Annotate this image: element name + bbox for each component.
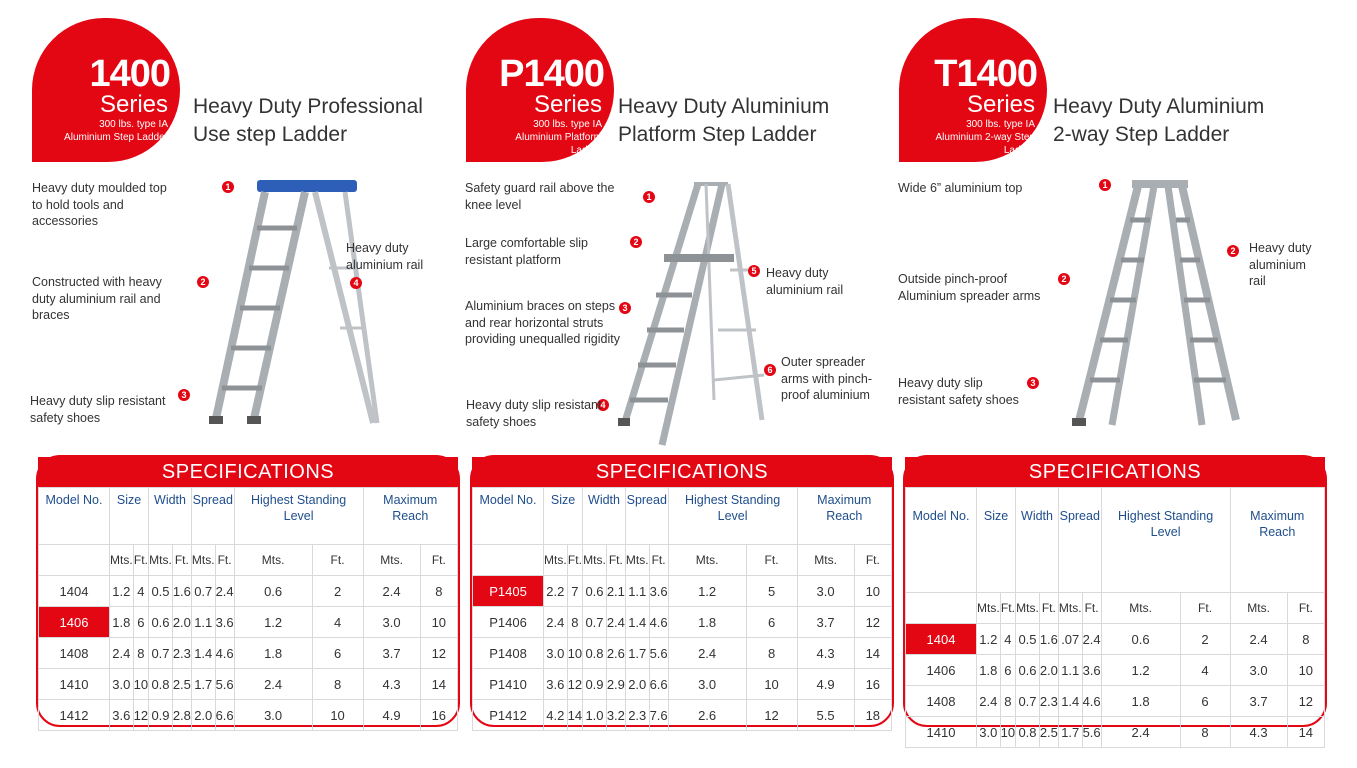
table-row bbox=[39, 607, 458, 638]
unit: Mts. bbox=[668, 545, 746, 576]
value-cell: 2.4 bbox=[215, 576, 234, 607]
value-cell: 1.8 bbox=[110, 607, 134, 638]
unit: Ft. bbox=[1000, 593, 1015, 624]
header-width: Width bbox=[1016, 488, 1059, 593]
spec-grid bbox=[472, 487, 892, 731]
value-cell: .07 bbox=[1058, 624, 1082, 655]
value-cell: 0.6 bbox=[583, 576, 607, 607]
model-cell: P1410 bbox=[473, 669, 544, 700]
value-cell: 0.8 bbox=[583, 638, 607, 669]
value-cell: 1.6 bbox=[172, 576, 191, 607]
value-cell: 8 bbox=[1287, 624, 1324, 655]
value-cell: 1.1 bbox=[625, 576, 649, 607]
value-cell: 6.6 bbox=[215, 700, 234, 731]
value-cell: 8 bbox=[1180, 717, 1230, 748]
spec-title: SPECIFICATIONS bbox=[905, 457, 1325, 487]
panel-t1400 bbox=[867, 0, 1314, 768]
table-row bbox=[39, 638, 458, 669]
value-cell: 14 bbox=[420, 669, 457, 700]
value-cell: 4.3 bbox=[363, 669, 420, 700]
title-line1: Heavy Duty Aluminium bbox=[618, 95, 830, 118]
value-cell: 1.1 bbox=[191, 607, 215, 638]
model-cell: 1404 bbox=[39, 576, 110, 607]
value-cell: 10 bbox=[854, 576, 891, 607]
value-cell: 0.7 bbox=[583, 607, 607, 638]
value-cell: 1.7 bbox=[191, 669, 215, 700]
spec-title: SPECIFICATIONS bbox=[38, 457, 458, 487]
value-cell: 2.4 bbox=[1101, 717, 1180, 748]
unit: Ft. bbox=[649, 545, 668, 576]
callout-marker: 4 bbox=[350, 277, 362, 289]
value-cell: 3.0 bbox=[544, 638, 568, 669]
unit: Ft. bbox=[172, 545, 191, 576]
callout-marker: 1 bbox=[222, 181, 234, 193]
value-cell: 8 bbox=[133, 638, 148, 669]
value-cell: 1.8 bbox=[977, 655, 1001, 686]
table-row bbox=[39, 700, 458, 731]
value-cell: 0.7 bbox=[149, 638, 173, 669]
callout-marker: 1 bbox=[1099, 179, 1111, 191]
value-cell: 0.9 bbox=[149, 700, 173, 731]
header-spread: Spread bbox=[191, 488, 234, 545]
value-cell: 1.4 bbox=[625, 607, 649, 638]
value-cell: 14 bbox=[854, 638, 891, 669]
value-cell: 5 bbox=[746, 576, 797, 607]
header-highest-level: Highest Standing Level bbox=[668, 488, 797, 545]
value-cell: 0.7 bbox=[1016, 686, 1040, 717]
ladder-image bbox=[1072, 180, 1242, 430]
header-spread: Spread bbox=[1058, 488, 1101, 593]
value-cell: 0.6 bbox=[1016, 655, 1040, 686]
header-highest-level: Highest Standing Level bbox=[234, 488, 363, 545]
unit: Ft. bbox=[854, 545, 891, 576]
value-cell: 6 bbox=[746, 607, 797, 638]
value-cell: 0.7 bbox=[191, 576, 215, 607]
unit: Ft. bbox=[746, 545, 797, 576]
series-label: Series bbox=[966, 91, 1035, 118]
header-max-reach: Maximum Reach bbox=[363, 488, 457, 545]
unit: Mts. bbox=[149, 545, 173, 576]
unit: Mts. bbox=[625, 545, 649, 576]
value-cell: 2.1 bbox=[606, 576, 625, 607]
value-cell: 0.6 bbox=[234, 576, 312, 607]
unit: Mts. bbox=[544, 545, 568, 576]
value-cell: 2.4 bbox=[668, 638, 746, 669]
unit: Mts. bbox=[110, 545, 134, 576]
model-cell: P1406 bbox=[473, 607, 544, 638]
spec-grid bbox=[905, 487, 1325, 748]
value-cell: 0.8 bbox=[1016, 717, 1040, 748]
value-cell: 3.6 bbox=[544, 669, 568, 700]
value-cell: 1.2 bbox=[234, 607, 312, 638]
callout-marker: 5 bbox=[748, 265, 760, 277]
callout-text: Outside pinch-proof Aluminium spreader arms bbox=[898, 272, 1041, 303]
value-cell: 16 bbox=[420, 700, 457, 731]
unit: Ft. bbox=[133, 545, 148, 576]
value-cell: 2.0 bbox=[1039, 655, 1058, 686]
value-cell: 10 bbox=[312, 700, 363, 731]
model-cell: 1408 bbox=[39, 638, 110, 669]
value-cell: 4.6 bbox=[1082, 686, 1101, 717]
value-cell: 2.4 bbox=[1082, 624, 1101, 655]
callout-marker: 1 bbox=[643, 191, 655, 203]
callout-text: Heavy duty aluminium rail bbox=[766, 266, 844, 297]
value-cell: 10 bbox=[133, 669, 148, 700]
callout-marker: 2 bbox=[1058, 273, 1070, 285]
callout-text: Constructed with heavy duty aluminium rail and braces bbox=[32, 275, 162, 322]
value-cell: 8 bbox=[420, 576, 457, 607]
product-title bbox=[193, 93, 423, 149]
value-cell: 3.0 bbox=[797, 576, 854, 607]
value-cell: 2.4 bbox=[1230, 624, 1287, 655]
spec-table bbox=[903, 455, 1327, 740]
spec-rows bbox=[473, 576, 892, 731]
callout-marker: 2 bbox=[1227, 245, 1239, 257]
table-row bbox=[473, 576, 892, 607]
value-cell: 2.3 bbox=[172, 638, 191, 669]
value-cell: 3.6 bbox=[1082, 655, 1101, 686]
value-cell: 1.4 bbox=[1058, 686, 1082, 717]
value-cell: 7.6 bbox=[649, 700, 668, 731]
value-cell: 3.0 bbox=[234, 700, 312, 731]
callout-marker: 3 bbox=[619, 302, 631, 314]
value-cell: 2.3 bbox=[625, 700, 649, 731]
header-size: Size bbox=[977, 488, 1016, 593]
value-cell: 0.8 bbox=[149, 669, 173, 700]
unit: Mts. bbox=[1058, 593, 1082, 624]
value-cell: 2.6 bbox=[606, 638, 625, 669]
table-row bbox=[39, 669, 458, 700]
value-cell: 4.2 bbox=[544, 700, 568, 731]
value-cell: 0.5 bbox=[1016, 624, 1040, 655]
series-label: Series bbox=[533, 91, 602, 118]
callout-marker: 4 bbox=[597, 399, 609, 411]
value-cell: 5.6 bbox=[215, 669, 234, 700]
ladder-image bbox=[205, 178, 385, 428]
spec-rows bbox=[906, 624, 1325, 748]
model-cell: 1406 bbox=[39, 607, 110, 638]
value-cell: 3.7 bbox=[1230, 686, 1287, 717]
spec-table bbox=[470, 455, 894, 727]
value-cell: 4.3 bbox=[797, 638, 854, 669]
callout-text: Heavy duty aluminium rail bbox=[346, 241, 424, 272]
value-cell: 1.2 bbox=[110, 576, 134, 607]
spec-title: SPECIFICATIONS bbox=[472, 457, 892, 487]
series-number: P1400 bbox=[499, 53, 604, 95]
value-cell: 10 bbox=[746, 669, 797, 700]
value-cell: 2.0 bbox=[191, 700, 215, 731]
unit: Mts. bbox=[234, 545, 312, 576]
table-row bbox=[473, 607, 892, 638]
unit: Ft. bbox=[606, 545, 625, 576]
value-cell: 1.8 bbox=[234, 638, 312, 669]
series-number: T1400 bbox=[934, 53, 1037, 95]
value-cell: 6 bbox=[133, 607, 148, 638]
callout-text: Safety guard rail above the knee level bbox=[465, 181, 615, 212]
value-cell: 1.1 bbox=[1058, 655, 1082, 686]
series-badge bbox=[899, 18, 1047, 162]
model-cell: 1412 bbox=[39, 700, 110, 731]
value-cell: 5.5 bbox=[797, 700, 854, 731]
callout-text: Wide 6” aluminium top bbox=[898, 181, 1023, 195]
value-cell: 5.6 bbox=[1082, 717, 1101, 748]
unit: Ft. bbox=[420, 545, 457, 576]
value-cell: 1.6 bbox=[1039, 624, 1058, 655]
value-cell: 6 bbox=[1000, 655, 1015, 686]
value-cell: 3.7 bbox=[363, 638, 420, 669]
value-cell: 2.4 bbox=[606, 607, 625, 638]
header-max-reach: Maximum Reach bbox=[797, 488, 891, 545]
header-highest-level: Highest Standing Level bbox=[1101, 488, 1230, 593]
callout-text: Large comfortable slip resistant platform bbox=[465, 236, 588, 267]
value-cell: 0.9 bbox=[583, 669, 607, 700]
value-cell: 12 bbox=[746, 700, 797, 731]
value-cell: 1.0 bbox=[583, 700, 607, 731]
value-cell: 12 bbox=[567, 669, 582, 700]
value-cell: 1.4 bbox=[191, 638, 215, 669]
value-cell: 4 bbox=[312, 607, 363, 638]
value-cell: 10 bbox=[1287, 655, 1324, 686]
series-sub: 300 lbs. type IA Aluminium 2-way Step Ladder bbox=[935, 119, 1035, 156]
unit-blank bbox=[906, 593, 977, 624]
unit: Ft. bbox=[215, 545, 234, 576]
value-cell: 12 bbox=[854, 607, 891, 638]
value-cell: 4.3 bbox=[1230, 717, 1287, 748]
header-model: Model No. bbox=[906, 488, 977, 593]
header-spread: Spread bbox=[625, 488, 668, 545]
callout-text: Outer spreader arms with pinch-proof aluminium bbox=[781, 355, 872, 402]
series-sub: 300 lbs. type IA Aluminium Platform Ladder bbox=[515, 119, 602, 156]
value-cell: 4 bbox=[133, 576, 148, 607]
callout-marker: 6 bbox=[764, 364, 776, 376]
unit-blank bbox=[39, 545, 110, 576]
value-cell: 3.0 bbox=[668, 669, 746, 700]
value-cell: 3.6 bbox=[649, 576, 668, 607]
table-row bbox=[906, 717, 1325, 748]
unit: Mts. bbox=[363, 545, 420, 576]
title-line2: Use step Ladder bbox=[193, 123, 348, 146]
spec-grid bbox=[38, 487, 458, 731]
value-cell: 4.9 bbox=[797, 669, 854, 700]
value-cell: 10 bbox=[1000, 717, 1015, 748]
callout-text: Heavy duty slip resistant safety shoes bbox=[30, 394, 166, 425]
unit: Ft. bbox=[1039, 593, 1058, 624]
value-cell: 8 bbox=[1000, 686, 1015, 717]
value-cell: 16 bbox=[854, 669, 891, 700]
value-cell: 2.9 bbox=[606, 669, 625, 700]
table-row bbox=[473, 700, 892, 731]
title-line2: Platform Step Ladder bbox=[618, 123, 817, 146]
value-cell: 3.0 bbox=[110, 669, 134, 700]
value-cell: 1.8 bbox=[668, 607, 746, 638]
value-cell: 2 bbox=[1180, 624, 1230, 655]
value-cell: 2.5 bbox=[172, 669, 191, 700]
series-number: 1400 bbox=[89, 53, 170, 95]
value-cell: 2.4 bbox=[544, 607, 568, 638]
value-cell: 5.6 bbox=[649, 638, 668, 669]
value-cell: 2.4 bbox=[977, 686, 1001, 717]
value-cell: 3.0 bbox=[977, 717, 1001, 748]
model-cell: 1408 bbox=[906, 686, 977, 717]
value-cell: 3.6 bbox=[110, 700, 134, 731]
callout-text: Heavy duty moulded top to hold tools and accessories bbox=[32, 181, 167, 228]
value-cell: 4.6 bbox=[215, 638, 234, 669]
unit: Mts. bbox=[1101, 593, 1180, 624]
table-row bbox=[39, 576, 458, 607]
value-cell: 10 bbox=[567, 638, 582, 669]
value-cell: 1.2 bbox=[668, 576, 746, 607]
value-cell: 12 bbox=[133, 700, 148, 731]
value-cell: 2.2 bbox=[544, 576, 568, 607]
model-cell: 1410 bbox=[39, 669, 110, 700]
callout-text: Heavy duty slip resistant safety shoes bbox=[898, 376, 1019, 407]
value-cell: 8 bbox=[746, 638, 797, 669]
unit: Ft. bbox=[1082, 593, 1101, 624]
table-row bbox=[473, 669, 892, 700]
value-cell: 1.2 bbox=[977, 624, 1001, 655]
value-cell: 1.8 bbox=[1101, 686, 1180, 717]
unit: Mts. bbox=[797, 545, 854, 576]
series-badge bbox=[466, 18, 614, 162]
unit: Ft. bbox=[1180, 593, 1230, 624]
title-line1: Heavy Duty Aluminium bbox=[1053, 95, 1265, 118]
header-model: Model No. bbox=[39, 488, 110, 545]
header-width: Width bbox=[583, 488, 626, 545]
header-model: Model No. bbox=[473, 488, 544, 545]
header-size: Size bbox=[110, 488, 149, 545]
value-cell: 2.4 bbox=[234, 669, 312, 700]
product-title bbox=[1053, 93, 1264, 149]
model-cell: 1410 bbox=[906, 717, 977, 748]
value-cell: 2.5 bbox=[1039, 717, 1058, 748]
value-cell: 2.0 bbox=[625, 669, 649, 700]
unit: Mts. bbox=[1230, 593, 1287, 624]
series-sub: 300 lbs. type IA Aluminium Step Ladder bbox=[64, 119, 168, 143]
value-cell: 2.6 bbox=[668, 700, 746, 731]
value-cell: 2.4 bbox=[110, 638, 134, 669]
callout-marker: 3 bbox=[178, 389, 190, 401]
title-line1: Heavy Duty Professional bbox=[193, 95, 423, 118]
model-cell: 1404 bbox=[906, 624, 977, 655]
spec-rows bbox=[39, 576, 458, 731]
header-width: Width bbox=[149, 488, 192, 545]
value-cell: 8 bbox=[312, 669, 363, 700]
unit-blank bbox=[473, 545, 544, 576]
panel-1400 bbox=[0, 0, 447, 768]
value-cell: 2.4 bbox=[363, 576, 420, 607]
model-cell: P1405 bbox=[473, 576, 544, 607]
model-cell: 1406 bbox=[906, 655, 977, 686]
header-max-reach: Maximum Reach bbox=[1230, 488, 1324, 593]
table-row bbox=[473, 638, 892, 669]
unit: Mts. bbox=[191, 545, 215, 576]
value-cell: 12 bbox=[1287, 686, 1324, 717]
value-cell: 3.7 bbox=[797, 607, 854, 638]
value-cell: 4.6 bbox=[649, 607, 668, 638]
value-cell: 2 bbox=[312, 576, 363, 607]
table-row bbox=[906, 655, 1325, 686]
table-row bbox=[906, 686, 1325, 717]
model-cell: P1408 bbox=[473, 638, 544, 669]
value-cell: 10 bbox=[420, 607, 457, 638]
unit: Mts. bbox=[583, 545, 607, 576]
unit: Mts. bbox=[977, 593, 1001, 624]
unit: Ft. bbox=[312, 545, 363, 576]
value-cell: 2.8 bbox=[172, 700, 191, 731]
value-cell: 6 bbox=[1180, 686, 1230, 717]
model-cell: P1412 bbox=[473, 700, 544, 731]
callout-marker: 2 bbox=[630, 236, 642, 248]
value-cell: 14 bbox=[1287, 717, 1324, 748]
value-cell: 3.0 bbox=[1230, 655, 1287, 686]
callout-text: Heavy duty slip resistant safety shoes bbox=[466, 398, 602, 429]
value-cell: 1.7 bbox=[1058, 717, 1082, 748]
unit: Ft. bbox=[567, 545, 582, 576]
ladder-image bbox=[614, 180, 774, 450]
value-cell: 3.2 bbox=[606, 700, 625, 731]
header-size: Size bbox=[544, 488, 583, 545]
callout-text: Aluminium braces on steps and rear horizontal struts providing unequalled rigidity bbox=[465, 299, 620, 346]
value-cell: 4 bbox=[1180, 655, 1230, 686]
value-cell: 4 bbox=[1000, 624, 1015, 655]
value-cell: 3.0 bbox=[363, 607, 420, 638]
unit: Ft. bbox=[1287, 593, 1324, 624]
callout-marker: 3 bbox=[1027, 377, 1039, 389]
unit: Mts. bbox=[1016, 593, 1040, 624]
value-cell: 14 bbox=[567, 700, 582, 731]
value-cell: 6.6 bbox=[649, 669, 668, 700]
value-cell: 3.6 bbox=[215, 607, 234, 638]
value-cell: 6 bbox=[312, 638, 363, 669]
series-badge bbox=[32, 18, 180, 162]
product-title bbox=[618, 93, 829, 149]
value-cell: 0.6 bbox=[149, 607, 173, 638]
value-cell: 2.3 bbox=[1039, 686, 1058, 717]
value-cell: 18 bbox=[854, 700, 891, 731]
value-cell: 0.6 bbox=[1101, 624, 1180, 655]
value-cell: 8 bbox=[567, 607, 582, 638]
series-label: Series bbox=[99, 91, 168, 118]
value-cell: 1.2 bbox=[1101, 655, 1180, 686]
value-cell: 7 bbox=[567, 576, 582, 607]
spec-table bbox=[36, 455, 460, 727]
value-cell: 1.7 bbox=[625, 638, 649, 669]
value-cell: 12 bbox=[420, 638, 457, 669]
value-cell: 0.5 bbox=[149, 576, 173, 607]
callout-marker: 2 bbox=[197, 276, 209, 288]
callout-text: Heavy duty aluminium rail bbox=[1249, 241, 1312, 288]
value-cell: 4.9 bbox=[363, 700, 420, 731]
value-cell: 2.0 bbox=[172, 607, 191, 638]
panel-p1400 bbox=[434, 0, 881, 768]
table-row bbox=[906, 624, 1325, 655]
title-line2: 2-way Step Ladder bbox=[1053, 123, 1230, 146]
